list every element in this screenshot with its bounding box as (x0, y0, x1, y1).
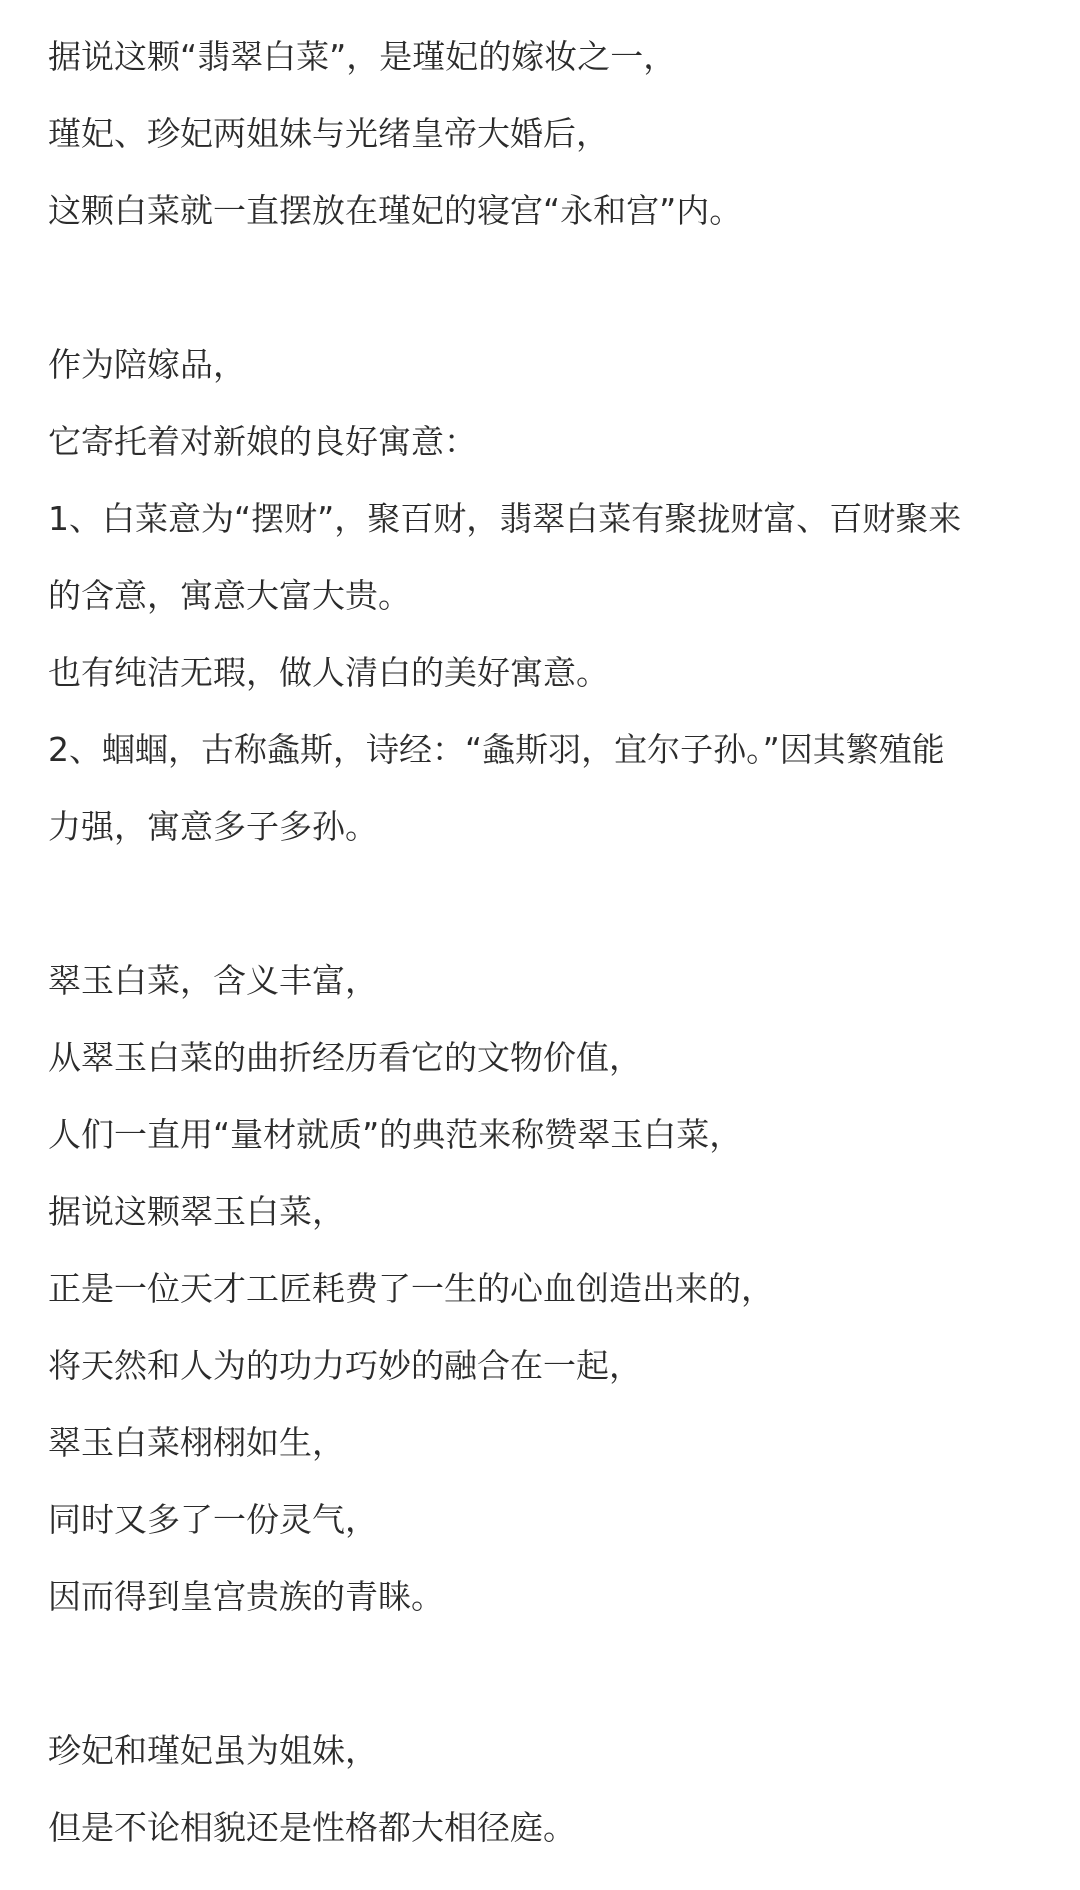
paragraph-craftsmanship (48, 942, 1060, 1635)
text-line: 但是不论相貌还是性格都大相径庭。 (48, 1808, 576, 1847)
text-line: 因而得到皇宫贵族的青睐。 (48, 1577, 444, 1616)
paragraph-spacer (48, 865, 1060, 942)
text-line: 1、白菜意为“摆财”，聚百财，翡翠白菜有聚拢财富、百财聚来 (48, 499, 962, 538)
text-line: 也有纯洁无瑕，做人清白的美好寓意。 (48, 653, 609, 692)
text-line: 人们一直用“量材就质”的典范来称赞翠玉白菜， (48, 1115, 743, 1154)
text-line: 瑾妃、珍妃两姐妹与光绪皇帝大婚后， (48, 114, 609, 153)
paragraph-spacer (48, 1635, 1060, 1712)
text-line: 的含意，寓意大富大贵。 (48, 576, 411, 615)
paragraph-meaning (48, 326, 1060, 865)
text-line: 将天然和人为的功力巧妙的融合在一起， (48, 1346, 642, 1385)
text-line: 珍妃和瑾妃虽为姐妹， (48, 1731, 378, 1770)
paragraph-sisters (48, 1712, 1060, 1866)
paragraph-dowry (48, 18, 1060, 249)
text-line: 据说这颗翠玉白菜， (48, 1192, 345, 1231)
text-line: 从翠玉白菜的曲折经历看它的文物价值， (48, 1038, 642, 1077)
text-line: 作为陪嫁品， (48, 345, 246, 384)
text-line: 同时又多了一份灵气， (48, 1500, 378, 1539)
text-line: 这颗白菜就一直摆放在瑾妃的寝宫“永和宫”内。 (48, 191, 743, 230)
article-body (48, 18, 1060, 1866)
text-line: 据说这颗“翡翠白菜”，是瑾妃的嫁妆之一， (48, 37, 677, 76)
text-line: 翠玉白菜栩栩如生， (48, 1423, 345, 1462)
text-line: 力强，寓意多子多孙。 (48, 807, 378, 846)
text-line: 2、蝈蝈，古称螽斯，诗经：“螽斯羽，宜尔子孙。”因其繁殖能 (48, 730, 945, 769)
paragraph-spacer (48, 249, 1060, 326)
text-line: 它寄托着对新娘的良好寓意： (48, 422, 477, 461)
text-line: 翠玉白菜，含义丰富， (48, 961, 378, 1000)
text-line: 正是一位天才工匠耗费了一生的心血创造出来的， (48, 1269, 774, 1308)
